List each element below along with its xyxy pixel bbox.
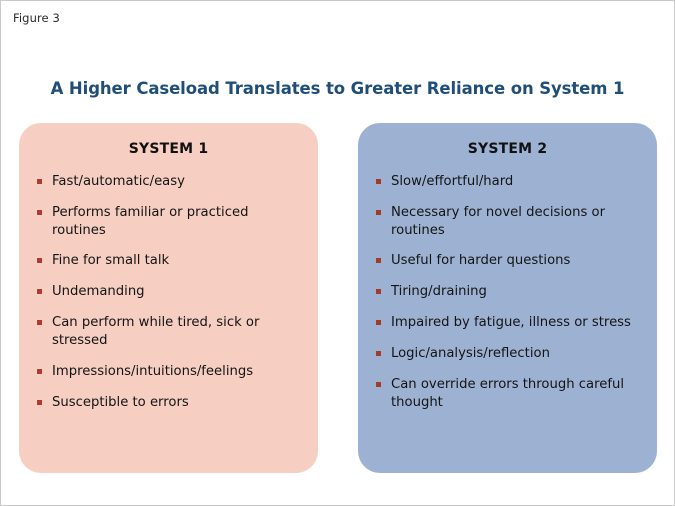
- panels-row: [19, 123, 657, 473]
- panel-system-2-list: [374, 173, 641, 411]
- list-item: [35, 252, 302, 270]
- list-item: [374, 252, 641, 270]
- list-item-label: Useful for harder questions: [391, 253, 571, 269]
- list-item: [35, 283, 302, 301]
- list-item: [374, 376, 641, 412]
- bullet-square-icon: [37, 179, 42, 184]
- panel-system-1: [19, 123, 318, 473]
- list-item: [35, 363, 302, 381]
- list-item: [374, 173, 641, 191]
- list-item: [35, 173, 302, 191]
- list-item-label: Logic/analysis/reflection: [391, 345, 550, 361]
- list-item-label: Susceptible to errors: [52, 394, 189, 410]
- list-item-label: Tiring/draining: [391, 284, 487, 300]
- bullet-square-icon: [376, 258, 381, 263]
- list-item-label: Can override errors through careful thought: [391, 376, 625, 410]
- list-item: [35, 394, 302, 412]
- list-item-label: Performs familiar or practiced routines: [52, 204, 249, 238]
- list-item-label: Impaired by fatigue, illness or stress: [391, 315, 631, 331]
- list-item-label: Fine for small talk: [52, 253, 170, 269]
- panel-system-2: [358, 123, 657, 473]
- list-item: [374, 283, 641, 301]
- list-item-label: Impressions/intuitions/feelings: [52, 363, 254, 379]
- list-item: [374, 314, 641, 332]
- panel-system-1-heading: SYSTEM 1: [128, 141, 209, 157]
- list-item: [374, 345, 641, 363]
- bullet-square-icon: [37, 289, 42, 294]
- list-item: [35, 204, 302, 240]
- bullet-square-icon: [37, 258, 42, 263]
- bullet-square-icon: [376, 351, 381, 356]
- bullet-square-icon: [37, 210, 42, 215]
- bullet-square-icon: [376, 179, 381, 184]
- bullet-square-icon: [37, 369, 42, 374]
- bullet-square-icon: [37, 400, 42, 405]
- bullet-square-icon: [376, 210, 381, 215]
- figure-title: A Higher Caseload Translates to Greater Reliance on System 1: [50, 79, 625, 98]
- panel-system-1-list: [35, 173, 302, 411]
- bullet-square-icon: [376, 382, 381, 387]
- list-item-label: Slow/effortful/hard: [391, 174, 514, 189]
- list-item-label: Undemanding: [52, 284, 145, 300]
- list-item: [35, 314, 302, 350]
- list-item-label: Fast/automatic/easy: [52, 174, 185, 189]
- bullet-square-icon: [37, 320, 42, 325]
- bullet-square-icon: [376, 320, 381, 325]
- list-item-label: Necessary for novel decisions or routines: [391, 204, 606, 238]
- panel-system-2-heading: SYSTEM 2: [467, 141, 548, 157]
- list-item: [374, 204, 641, 240]
- bullet-square-icon: [376, 289, 381, 294]
- list-item-label: Can perform while tired, sick or stressed: [52, 315, 260, 348]
- figure-label: Figure 3: [13, 11, 60, 25]
